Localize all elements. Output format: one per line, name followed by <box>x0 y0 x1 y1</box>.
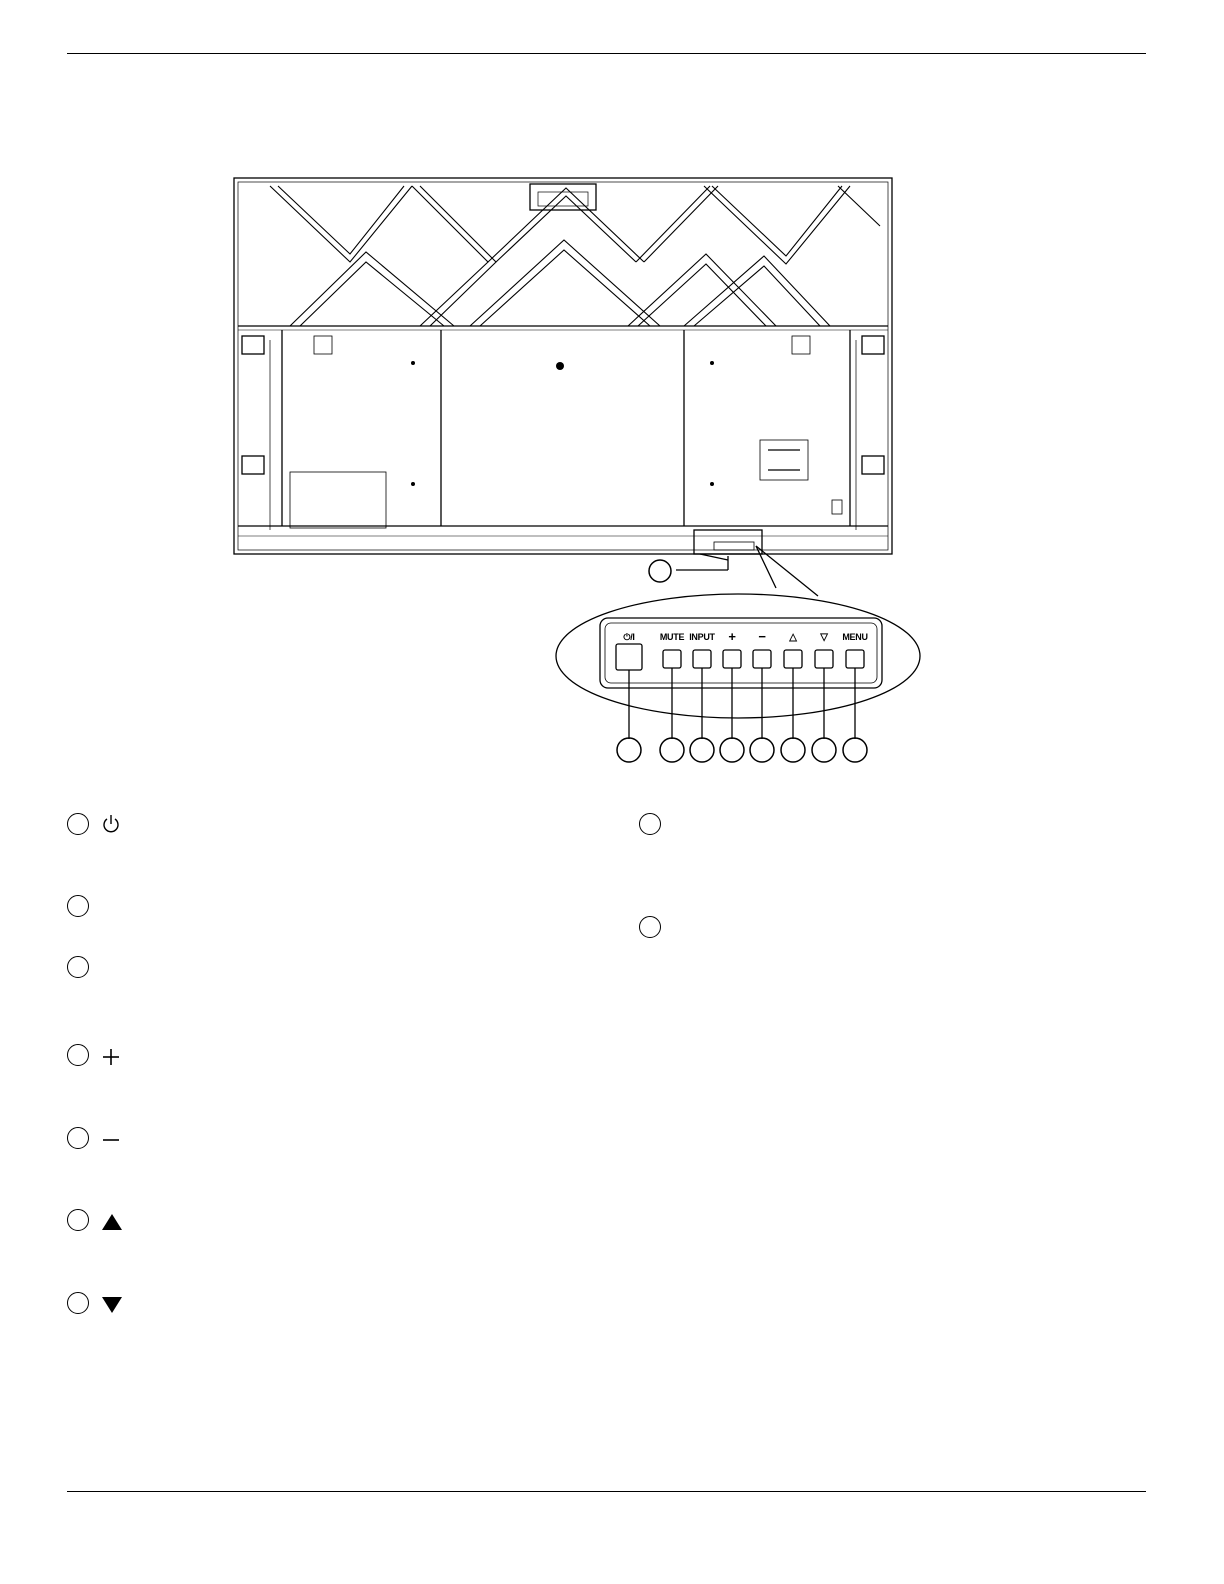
up-key-label: △ <box>789 632 797 643</box>
legend-marker-5 <box>67 1127 89 1149</box>
power-key <box>616 644 642 670</box>
plus-key-label: + <box>728 629 736 644</box>
power-key-label: ⏻/I <box>623 632 635 642</box>
down-arrow-icon <box>101 1295 123 1315</box>
monitor-rear-diagram <box>0 0 1224 780</box>
minus-icon <box>101 1130 121 1150</box>
minus-key-label: − <box>758 629 766 644</box>
legend-marker-8 <box>639 813 661 835</box>
legend-marker-7 <box>67 1292 89 1314</box>
power-icon <box>101 813 121 835</box>
legend-marker-9 <box>639 916 661 938</box>
mute-key-label: MUTE <box>659 632 685 642</box>
plus-icon <box>101 1047 121 1067</box>
legend-marker-1 <box>67 813 89 835</box>
menu-key-label: MENU <box>842 632 868 642</box>
legend-marker-3 <box>67 956 89 978</box>
legend-marker-2 <box>67 895 89 917</box>
down-key-label: ▽ <box>820 632 828 643</box>
up-arrow-icon <box>101 1212 123 1232</box>
legend-marker-4 <box>67 1044 89 1066</box>
control-panel-zoom <box>556 594 920 718</box>
legend-marker-6 <box>67 1209 89 1231</box>
input-key-label: INPUT <box>689 632 715 642</box>
footer-rule <box>67 1491 1146 1492</box>
